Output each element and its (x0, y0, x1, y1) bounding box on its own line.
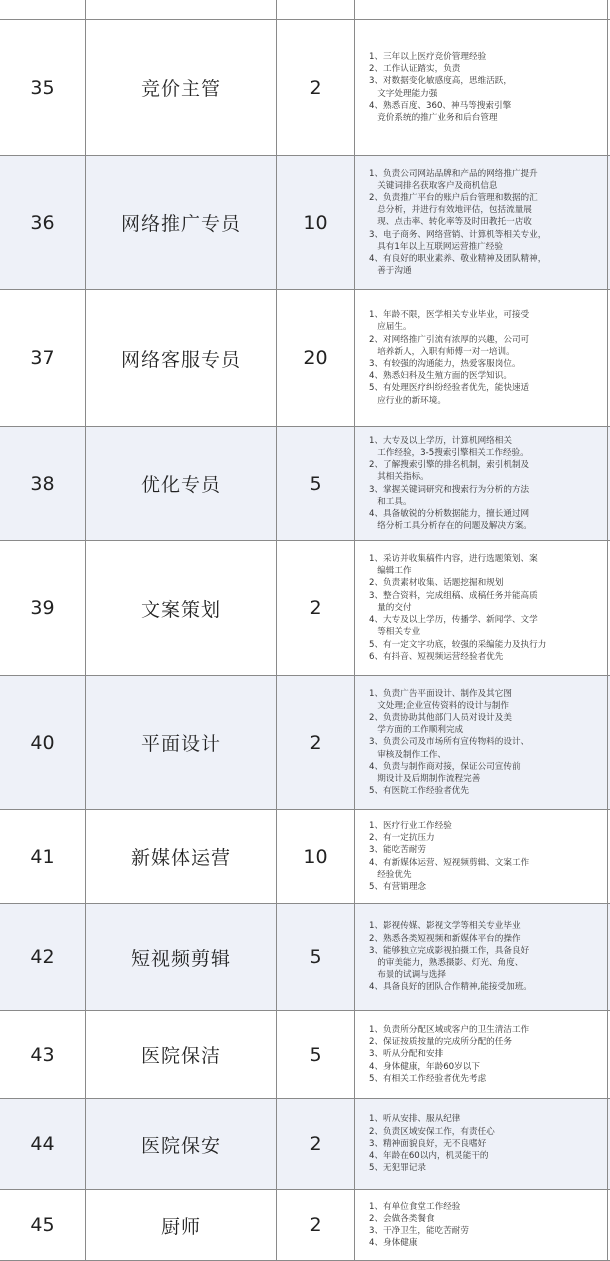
table-row (0, 1190, 610, 1261)
requirement-line: 5、有处理医疗纠纷经验者优先，能快速适 (369, 383, 530, 394)
row-number: 35 (30, 76, 55, 99)
requirement-line: 文处理;企业宣传资料的设计与制作 (369, 700, 510, 711)
requirement-line: 5、有营销理念 (369, 881, 427, 892)
requirements (355, 676, 607, 809)
requirement-line: 3、干净卫生，能吃苦耐劳 (369, 1226, 469, 1236)
requirement-line: 2、了解搜索引擎的排名机制，索引机制及 (369, 460, 530, 471)
requirement-line: 3、掌握关键词研究和搜索行为分析的方法 (369, 484, 530, 495)
table-row (0, 156, 610, 290)
table-row (0, 676, 610, 810)
requirement-line: 3、有较强的沟通能力，热爱客服岗位。 (369, 359, 521, 369)
requirement-line: 文字处理能力强 (369, 88, 438, 99)
requirement-line: 4、身体健康 (369, 1238, 418, 1249)
requirement-line: 5、有医院工作经验者优先 (369, 786, 469, 797)
requirement-line: 5、有相关工作经验者优先考虑 (369, 1073, 487, 1084)
row-number: 44 (30, 1133, 55, 1155)
requirement-line: 其相关指标。 (369, 472, 429, 483)
requirement-line: 1、大专及以上学历，计算机网络相关 (369, 435, 512, 446)
requirement-line: 6、有抖音、短视频运营经验者优先 (369, 651, 504, 662)
table-row (0, 290, 610, 427)
requirement-line: 5、无犯罪记录 (369, 1163, 427, 1174)
requirements (355, 1099, 607, 1189)
job-title: 厨师 (160, 1215, 201, 1238)
headcount: 5 (309, 472, 322, 495)
headcount: 2 (309, 1214, 322, 1236)
row-number: 43 (30, 1043, 55, 1066)
requirement-line: 4、熟悉妇科及生殖方面的医学知识。 (369, 371, 512, 382)
requirement-line: 1、负责所分配区域或客户的卫生清洁工作 (369, 1024, 530, 1035)
requirement-line: 3、能够独立完成影视拍摄工作，具备良好 (369, 945, 530, 956)
requirement-line: 学方面的工作顺利完成 (369, 725, 464, 736)
requirement-line: 等相关专业 (369, 627, 421, 638)
job-title: 医院保洁 (140, 1045, 221, 1067)
headcount: 5 (309, 946, 322, 968)
headcount: 10 (303, 845, 328, 868)
requirement-line: 1、三年以上医疗竞价管理经验 (369, 51, 487, 62)
requirement-line: 2、对网络推广引流有浓厚的兴趣，公司可 (369, 334, 530, 345)
requirement-line: 2、负责区域安保工作，有责任心 (369, 1126, 495, 1137)
headcount: 2 (309, 731, 322, 754)
requirement-line: 经验优先 (369, 869, 412, 880)
headcount: 5 (309, 1043, 322, 1066)
requirement-line: 4、年龄在60以内，机灵能干的 (369, 1151, 489, 1162)
requirement-line: 4、熟悉百度、360、神马等搜索引擎 (369, 100, 512, 111)
requirement-line: 工作经验，3-5搜索引擎相关工作经验。 (369, 447, 529, 458)
requirements (355, 810, 607, 903)
requirements (355, 1190, 607, 1260)
requirement-line: 4、有良好的职业素养、敬业精神及团队精神， (369, 254, 547, 264)
headcount: 10 (303, 211, 328, 234)
requirements (355, 541, 607, 675)
requirements (355, 1011, 607, 1098)
requirement-line: 编辑工作 (369, 566, 412, 577)
requirement-line: 3、电子商务、网络营销、计算机等相关专业， (369, 229, 547, 240)
requirements (355, 904, 607, 1010)
requirement-line: 4、有新媒体运营、短视频剪辑、文案工作 (369, 857, 530, 868)
column-divider (85, 0, 86, 1261)
job-title: 竞价主管 (140, 78, 221, 100)
requirement-line: 2、有一定抗压力 (369, 833, 435, 844)
requirement-line: 应届生。 (369, 322, 412, 333)
requirement-line: 3、对数据变化敏感度高，思维活跃， (369, 76, 512, 87)
requirement-line: 1、负责公司网站品牌和产品的网络推广提升 (369, 168, 538, 179)
column-divider (276, 0, 277, 1261)
requirement-line: 3、负责公司及市场所有宣传物料的设计、 (369, 737, 530, 748)
requirements (355, 20, 607, 155)
requirement-line: 竞价系统的推广业务和后台管理 (369, 112, 498, 123)
requirement-line: 2、会做各类餐食 (369, 1213, 435, 1224)
requirement-line: 1、采访并收集稿件内容，进行选题策划、案 (369, 554, 538, 565)
table-row (0, 1011, 610, 1099)
requirement-line: 1、医疗行业工作经验 (369, 820, 452, 831)
job-title: 网络客服专员 (120, 348, 241, 371)
headcount: 20 (303, 347, 328, 369)
requirement-line: 3、听从分配和安排 (369, 1049, 444, 1060)
requirement-line: 2、保证按质按量的完成所分配的任务 (369, 1037, 512, 1048)
requirement-line: 络分析工具分析存在的问题及解决方案。 (369, 521, 532, 532)
requirement-line: 2、工作认证踏实，负责 (369, 64, 461, 75)
job-title: 短视频剪辑 (130, 947, 231, 970)
requirement-line: 的审美能力，熟悉摄影、灯光、角度、 (369, 958, 524, 968)
previous-row-bottom (0, 0, 610, 20)
requirement-line: 1、听从安排、服从纪律 (369, 1114, 461, 1125)
job-title: 网络推广专员 (120, 213, 241, 235)
requirement-line: 4、大专及以上学历，传播学、新闻学、文学 (369, 615, 538, 626)
requirement-line: 1、负责广告平面设计、制作及其它图 (369, 688, 512, 699)
requirement-line: 善于沟通 (369, 266, 412, 277)
row-number: 41 (30, 845, 55, 868)
headcount: 2 (309, 597, 322, 619)
row-number: 39 (30, 597, 55, 619)
requirement-line: 2、负责推广平台的账户后台管理和数据的汇 (369, 192, 538, 203)
job-title: 医院保安 (140, 1134, 221, 1157)
requirement-line: 和工具。 (369, 496, 412, 507)
requirement-line: 2、负责素材收集、话题挖掘和规划 (369, 578, 504, 589)
row-number: 40 (30, 731, 55, 754)
requirements (355, 290, 607, 426)
table-row (0, 1099, 610, 1190)
table-row (0, 20, 610, 156)
job-title: 新媒体运营 (130, 847, 231, 869)
requirement-line: 期设计及后期制作流程完善 (369, 774, 481, 784)
job-title: 平面设计 (140, 733, 221, 755)
column-divider (607, 0, 608, 1261)
requirement-line: 3、整合资料，完成组稿、成稿任务并能高质 (369, 590, 538, 601)
requirement-line: 具有1年以上互联网运营推广经验 (369, 241, 503, 252)
requirement-line: 1、有单位食堂工作经验 (369, 1201, 461, 1212)
table-row (0, 904, 610, 1011)
table-row (0, 427, 610, 541)
requirement-line: 1、年龄不限，医学相关专业毕业，可接受 (369, 310, 530, 321)
row-number: 42 (30, 946, 55, 968)
headcount: 2 (309, 76, 322, 99)
requirement-line: 应行业的新环境。 (369, 395, 446, 406)
row-number: 45 (30, 1214, 55, 1236)
requirement-line: 5、有一定文字功底，较强的采编能力及执行力 (369, 639, 547, 650)
row-number: 37 (30, 347, 55, 369)
requirement-line: 量的交付 (369, 602, 412, 613)
requirement-line: 3、能吃苦耐劳 (369, 845, 427, 856)
job-title: 文案策划 (140, 598, 221, 621)
requirement-line: 4、负责与制作商对接，保证公司宣传前 (369, 761, 521, 772)
requirement-line: 布景的试调与选择 (369, 970, 446, 981)
requirement-line: 关键词排名获取客户及商机信息 (369, 180, 498, 191)
job-title: 优化专员 (140, 474, 221, 496)
row-number: 38 (30, 472, 55, 495)
column-divider (354, 0, 355, 1261)
requirement-line: 4、身体健康，年龄60岁以下 (369, 1061, 480, 1072)
requirements (355, 156, 607, 289)
requirement-line: 总分析，并进行有效地评估，包括流量展 (369, 205, 532, 216)
requirement-line: 现、点击率、转化率等及时田教托一店收 (369, 217, 532, 228)
headcount: 2 (309, 1133, 322, 1155)
row-number: 36 (30, 211, 55, 234)
requirement-line: 2、负责协助其他部门人员对设计及美 (369, 712, 512, 723)
requirement-line: 审核及制作工作、 (369, 749, 446, 760)
table-row (0, 810, 610, 904)
requirement-line: 培养新人，入职有师傅一对一培训。 (369, 346, 515, 357)
requirement-line: 4、具备良好的团队合作精神,能接受加班。 (369, 982, 532, 993)
requirement-line: 3、精神面貌良好，无不良嗜好 (369, 1138, 487, 1149)
requirements (355, 427, 607, 540)
requirement-line: 4、具备敏锐的分析数据能力，擅长通过网 (369, 508, 530, 519)
table-row (0, 541, 610, 676)
requirement-line: 2、熟悉各类短视频和新媒体平台的操作 (369, 933, 521, 944)
requirement-line: 1、影视传媒、影视文学等相关专业毕业 (369, 921, 521, 932)
